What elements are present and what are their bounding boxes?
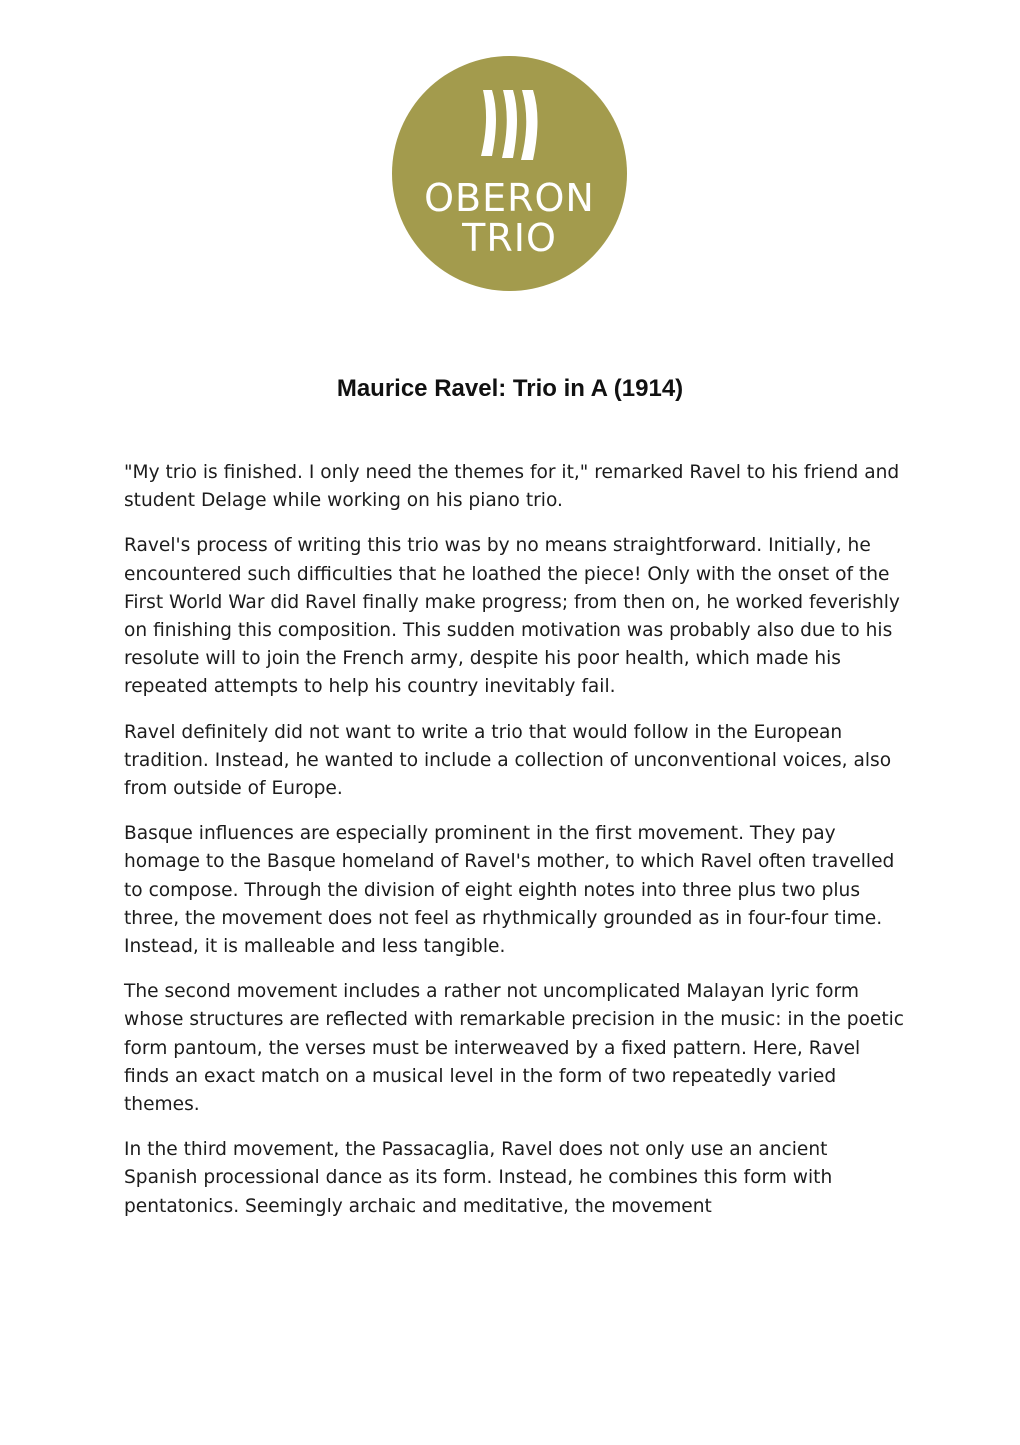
- paragraph: Basque influences are especially prominent in the first movement. They pay homage to the Basque homeland of Ravel's mother, to which Ravel often travelled to compose. Through the division of eight eighth notes into three plus two plus three, the movement does not feel as rhythmically grounded as in four-four time. Instead, it is malleable and less tangible.: [124, 823, 895, 958]
- paragraph: Ravel definitely did not want to write a trio that would follow in the European tradition. Instead, he wanted to include a collection of unconventional voices, also from outside of Europe.: [124, 721, 892, 800]
- oberon-trio-logo: [392, 56, 627, 291]
- paragraph: The second movement includes a rather not uncomplicated Malayan lyric form whose structures are reflected with remarkable precision in the music: in the poetic form pantoum, the verses must be interweaved by a fixed pattern. Here, Ravel finds an exact match on a musical level in the form of two repeatedly varied themes.: [124, 981, 905, 1116]
- page-title: Maurice Ravel: Trio in A (1914): [336, 375, 684, 402]
- paragraph: "My trio is finished. I only need the themes for it," remarked Ravel to his friend and student Delage while working on his piano trio.: [124, 462, 900, 512]
- article-body: [124, 459, 904, 1238]
- paragraph: In the third movement, the Passacaglia, Ravel does not only use an ancient Spanish processional dance as its form. Instead, he combines this form with pentatonics. Seemingly archaic and meditative, the movement: [124, 1139, 833, 1217]
- logo-text-trio: TRIO: [462, 216, 557, 260]
- logo-text-oberon: OBERON: [424, 176, 595, 220]
- paragraph: Ravel's process of writing this trio was by no means straightforward. Initially, he encountered such difficulties that he loathed the piece! Only with the onset of the First World War did Ravel finally make progress; from then on, he worked feverishly on finishing this composition. This sudden motivation was probably also due to his resolute will to join the French army, despite his poor health, which made his repeated attempts to help his country inevitably fail.: [124, 535, 900, 698]
